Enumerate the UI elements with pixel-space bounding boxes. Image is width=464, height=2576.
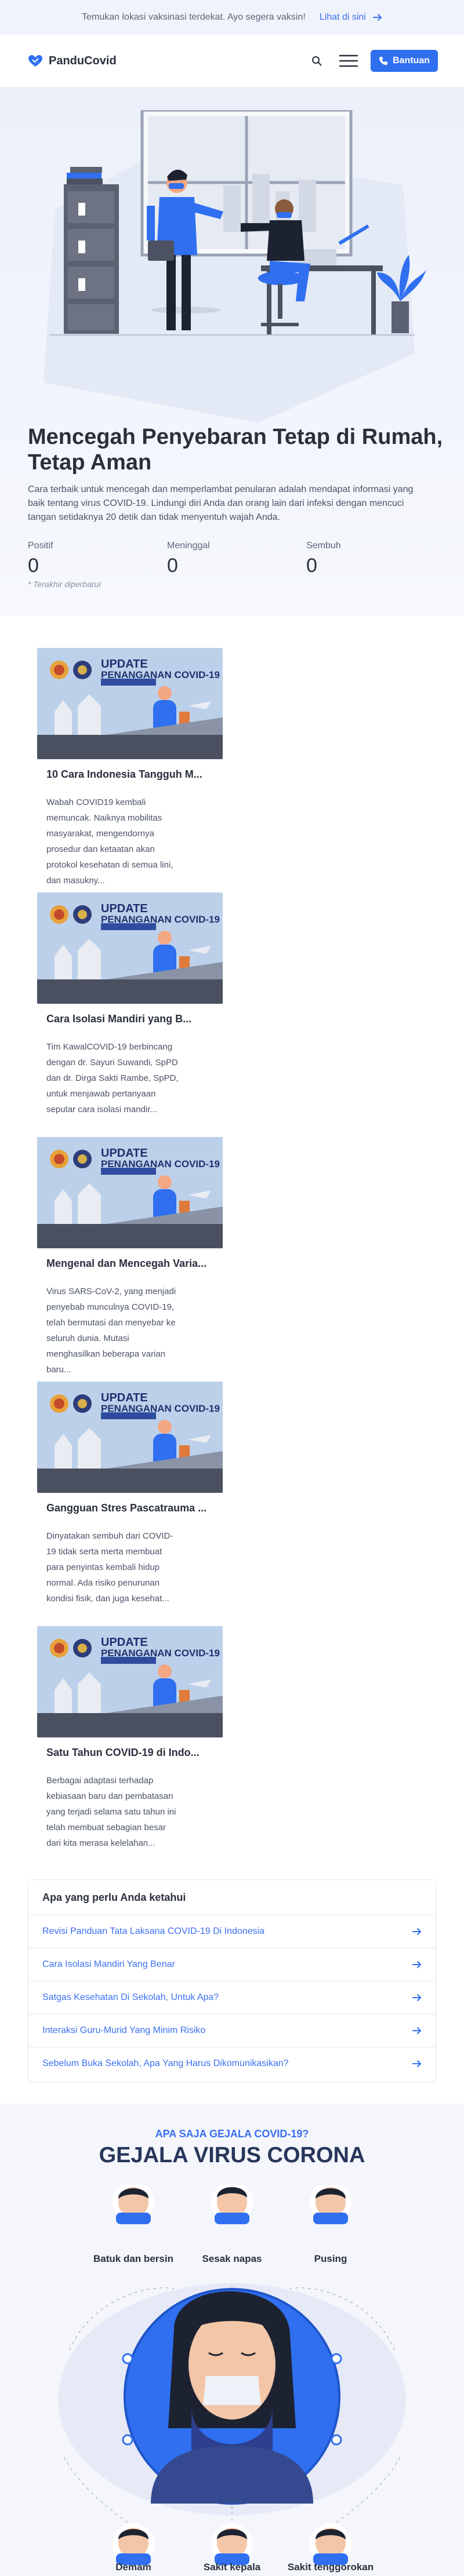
stat-label: Positif (28, 541, 53, 551)
stat-deaths (167, 541, 306, 577)
announcement-bar (0, 0, 464, 35)
hamburger-icon (339, 54, 358, 68)
arrow-right-icon (412, 1961, 422, 1969)
announcement-link-label: Lihat di sini (319, 12, 366, 22)
arrow-right-icon (373, 13, 382, 21)
stat-label: Sembuh (306, 541, 341, 551)
article-excerpt: Tim KawalCOVID-19 berbincang dengan dr. Sayuri Suwandi, SpPD dan dr. Dirga Sakti Rambe, SpPD, untuk menjawab pertanyaan seputar cara isolasi mandir... (46, 1042, 179, 1114)
article-card[interactable] (37, 648, 223, 886)
faq-panel (28, 1879, 436, 2082)
stat-label: Meninggal (167, 541, 210, 551)
article-card[interactable] (37, 892, 223, 1113)
stat-positive (28, 541, 167, 577)
faq-heading: Apa yang perlu Anda ketahui (42, 1891, 186, 1903)
announcement-link[interactable] (320, 12, 382, 23)
arrow-right-icon (412, 2060, 422, 2068)
brand-name: PanduCovid (49, 54, 117, 67)
search-button[interactable] (307, 51, 327, 71)
faq-item[interactable] (28, 1981, 436, 2014)
article-thumbnail (37, 892, 223, 1004)
phone-icon (379, 56, 388, 65)
faq-item[interactable] (28, 1915, 436, 1948)
arrow-right-icon (412, 1928, 422, 1936)
faq-item-label: Sebelum Buka Sekolah, Apa Yang Harus Dikomunikasikan? (42, 2058, 289, 2068)
article-title[interactable]: Cara Isolasi Mandiri yang B... (46, 1013, 192, 1025)
help-button-label: Bantuan (393, 56, 430, 65)
thumbnail-heading-update: UPDATE (101, 658, 148, 671)
help-button[interactable] (371, 50, 438, 72)
arrow-right-icon (412, 2027, 422, 2035)
article-excerpt: Berbagai adaptasi terhadap kebiasaan baru dan pembatasan yang terjadi selama satu tahun ini telah membuat sebagian besar dari kita merasa kelelahan... (46, 1776, 176, 1848)
thumbnail-heading-update: UPDATE (101, 902, 148, 915)
stat-value: 0 (306, 555, 317, 577)
article-thumbnail (37, 1137, 223, 1248)
article-title[interactable]: Satu Tahun COVID-19 di Indo... (46, 1747, 200, 1758)
menu-button[interactable] (337, 51, 360, 71)
hero-title: Mencegah Penyebaran Tetap di Rumah, Tetap Aman (28, 425, 443, 475)
article-card[interactable] (37, 1382, 223, 1602)
symptoms-section (0, 2104, 464, 2576)
thumbnail-heading-title: PENANGANAN COVID-19 (101, 1158, 220, 1169)
symptoms-subtitle: APA SAJA GEJALA COVID-19? (155, 2128, 309, 2140)
faq-item-label: Satgas Kesehatan Di Sekolah, Untuk Apa? (42, 1992, 219, 2002)
heart-logo-icon (28, 54, 43, 67)
faq-item-label: Interaksi Guru-Murid Yang Minim Risiko (42, 2025, 206, 2035)
symptom-dizzy-label: Pusing (314, 2253, 347, 2264)
stat-value: 0 (167, 555, 178, 577)
symptom-headache-label: Sakit kepala (203, 2562, 261, 2573)
article-thumbnail (37, 1626, 223, 1737)
article-excerpt: Dinyatakan sembuh dari COVID-19 tidak serta merta membuat para penyintas kembali hidup normal. Ada risiko penurunan kondisi fisik, dan juga kesehat... (46, 1531, 173, 1604)
article-thumbnail (37, 1382, 223, 1493)
thumbnail-heading-update: UPDATE (101, 1391, 148, 1404)
symptoms-illustration (0, 2185, 464, 2576)
article-title[interactable]: 10 Cara Indonesia Tangguh M... (46, 768, 202, 780)
navbar (0, 35, 464, 87)
last-updated-note: * Terakhir diperbarui (28, 580, 101, 589)
faq-item[interactable] (28, 2047, 436, 2080)
stat-value: 0 (28, 555, 39, 577)
article-thumbnail (37, 648, 223, 759)
symptom-breath-label: Sesak napas (202, 2253, 262, 2264)
article-excerpt: Wabah COVID19 kembali memuncak. Naiknya mobilitas masyarakat, mengendornya prosedur dan ketaatan akan protokol kesehatan di semua lini, dan masukny... (46, 797, 173, 886)
thumbnail-heading-title: PENANGANAN COVID-19 (101, 1648, 220, 1659)
symptom-fever-label: Demam (115, 2562, 151, 2573)
article-excerpt: Virus SARS-CoV-2, yang menjadi penyebab munculnya COVID-19, telah bermutasi dan menyebar ke seluruh dunia. Mutasi menghasilkan beberapa varian baru... (46, 1287, 176, 1375)
faq-item[interactable] (28, 1948, 436, 1981)
symptom-cough-label: Batuk dan bersin (93, 2253, 173, 2264)
thumbnail-heading-update: UPDATE (101, 1147, 148, 1160)
announcement-text: Temukan lokasi vaksinasi terdekat. Ayo segera vaksin! (82, 12, 306, 22)
case-stats (28, 541, 445, 577)
arrow-right-icon (412, 1994, 422, 2002)
thumbnail-heading-title: PENANGANAN COVID-19 (101, 914, 220, 925)
stat-recovered (306, 541, 445, 577)
thumbnail-heading-title: PENANGANAN COVID-19 (101, 669, 220, 680)
article-title[interactable]: Mengenal dan Mencegah Varia... (46, 1258, 207, 1269)
search-icon (311, 56, 322, 66)
hero-section (0, 87, 464, 615)
brand-logo[interactable] (28, 54, 117, 68)
symptoms-title: GEJALA VIRUS CORONA (99, 2143, 365, 2167)
article-card[interactable] (37, 1626, 223, 1846)
faq-item[interactable] (28, 2014, 436, 2047)
thumbnail-heading-title: PENANGANAN COVID-19 (101, 1403, 220, 1414)
thumbnail-heading-update: UPDATE (101, 1636, 148, 1649)
hero-description: Cara terbaik untuk mencegah dan memperlambat penularan adalah mendapat informasi yang baik tentang virus COVID-19. Lindungi diri Anda dan orang lain dari infeksi dengan mencuci tangan setidaknya 20 detik dan tidak menyentuh wajah Anda. (28, 484, 414, 522)
article-card[interactable] (37, 1137, 223, 1375)
symptom-sore-throat-label: Sakit tenggorokan (287, 2562, 374, 2573)
faq-item-label: Cara Isolasi Mandiri Yang Benar (42, 1959, 175, 1969)
office-illustration (32, 110, 432, 435)
faq-item-label: Revisi Panduan Tata Laksana COVID-19 Di Indonesia (42, 1926, 265, 1936)
article-title[interactable]: Gangguan Stres Pascatrauma ... (46, 1502, 207, 1514)
